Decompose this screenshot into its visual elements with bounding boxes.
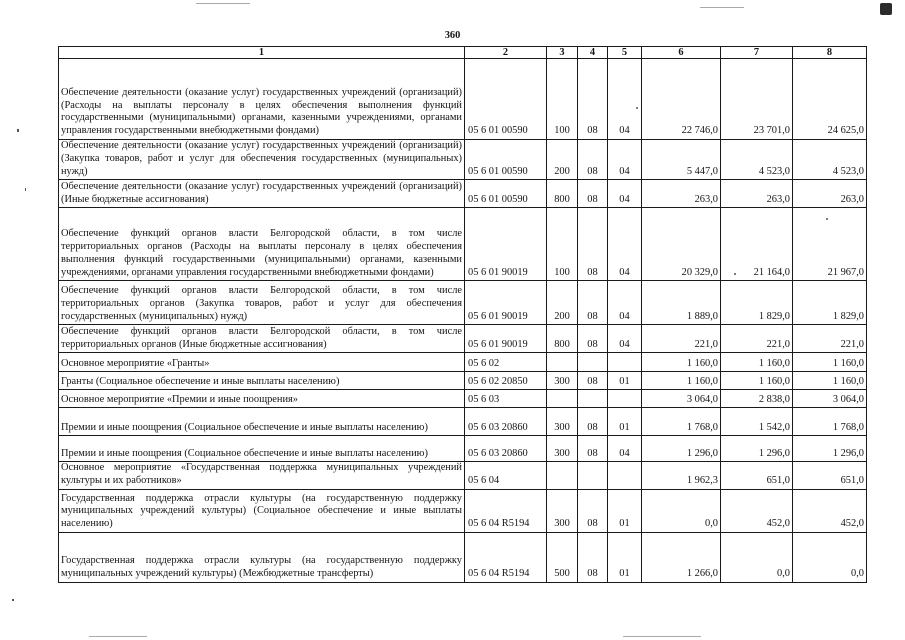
table-row	[59, 180, 867, 208]
cell-col-8: 4 523,0	[793, 140, 867, 180]
cell-col-7: 651,0	[721, 462, 793, 490]
cell-col-2: 05 6 01 90019	[465, 281, 547, 325]
cell-col-5	[608, 462, 642, 490]
cell-col-4	[578, 462, 608, 490]
table-row	[59, 462, 867, 490]
scan-speck-table-2	[826, 218, 828, 220]
header-cell-6: 6	[642, 47, 721, 59]
table-body	[59, 59, 867, 583]
cell-col-2: 05 6 04 R5194	[465, 489, 547, 532]
cell-col-7: 221,0	[721, 325, 793, 353]
cell-col-8: 24 625,0	[793, 59, 867, 140]
cell-col-4: 08	[578, 140, 608, 180]
cell-col-3: 100	[547, 59, 578, 140]
table-row	[59, 140, 867, 180]
cell-col-6: 1 889,0	[642, 281, 721, 325]
cell-col-8: 3 064,0	[793, 390, 867, 408]
table-row	[59, 325, 867, 353]
cell-col-1: Гранты (Социальное обеспечение и иные выплаты населению)	[59, 372, 465, 390]
cell-col-1: Государственная поддержка отрасли культуры (на государственную поддержку муниципальных учреждений культуры) (Социальное обеспечение и иные выплаты населению)	[59, 489, 465, 532]
cell-col-7: 452,0	[721, 489, 793, 532]
cell-col-2: 05 6 03	[465, 390, 547, 408]
cell-col-3: 100	[547, 208, 578, 281]
cell-col-5: 04	[608, 180, 642, 208]
cell-col-5	[608, 390, 642, 408]
scan-line-bottom-right	[623, 636, 701, 637]
cell-col-3	[547, 462, 578, 490]
cell-col-1: Обеспечение деятельности (оказание услуг) государственных учреждений (организаций) (Иные бюджетные ассигнования)	[59, 180, 465, 208]
cell-col-7: 21 164,0	[721, 208, 793, 281]
cell-col-7: 1 160,0	[721, 372, 793, 390]
cell-col-8: 263,0	[793, 180, 867, 208]
header-cell-5: 5	[608, 47, 642, 59]
cell-col-4: 08	[578, 208, 608, 281]
cell-col-5: 04	[608, 59, 642, 140]
cell-col-3: 300	[547, 408, 578, 436]
cell-col-4	[578, 353, 608, 372]
cell-col-3: 300	[547, 436, 578, 462]
cell-col-1: Обеспечение функций органов власти Белгородской области, в том числе территориальных органов (Расходы на выплаты персоналу в целях обеспечения выполнения функций государственными (муниципальными) органами, казенными учреждениями, органами управления государственными внебюджетными фондами)	[59, 208, 465, 281]
header-cell-7: 7	[721, 47, 793, 59]
cell-col-7: 2 838,0	[721, 390, 793, 408]
cell-col-5: 04	[608, 436, 642, 462]
header-cell-3: 3	[547, 47, 578, 59]
cell-col-5: 01	[608, 372, 642, 390]
cell-col-8: 452,0	[793, 489, 867, 532]
cell-col-3: 200	[547, 281, 578, 325]
cell-col-8: 1 160,0	[793, 353, 867, 372]
header-cell-2: 2	[465, 47, 547, 59]
cell-col-1: Государственная поддержка отрасли культуры (на государственную поддержку муниципальных учреждений культуры) (Межбюджетные трансферты)	[59, 532, 465, 582]
scan-speck-table-3	[734, 273, 736, 275]
cell-col-4: 08	[578, 281, 608, 325]
table-row	[59, 436, 867, 462]
scan-speck-left-1	[17, 129, 19, 132]
cell-col-7: 1 829,0	[721, 281, 793, 325]
cell-col-5: 01	[608, 532, 642, 582]
cell-col-5	[608, 353, 642, 372]
cell-col-2: 05 6 04 R5194	[465, 532, 547, 582]
cell-col-1: Обеспечение функций органов власти Белгородской области, в том числе территориальных органов (Закупка товаров, работ и услуг для обеспечения государственных (муниципальных) нужд)	[59, 281, 465, 325]
cell-col-2: 05 6 01 00590	[465, 59, 547, 140]
table-row	[59, 372, 867, 390]
cell-col-2: 05 6 02	[465, 353, 547, 372]
table-row	[59, 390, 867, 408]
cell-col-6: 1 160,0	[642, 353, 721, 372]
cell-col-5: 04	[608, 281, 642, 325]
cell-col-6: 1 266,0	[642, 532, 721, 582]
cell-col-4: 08	[578, 532, 608, 582]
cell-col-3: 300	[547, 489, 578, 532]
cell-col-8: 221,0	[793, 325, 867, 353]
cell-col-4: 08	[578, 436, 608, 462]
cell-col-4: 08	[578, 180, 608, 208]
cell-col-7: 0,0	[721, 532, 793, 582]
cell-col-5: 01	[608, 408, 642, 436]
cell-col-3	[547, 353, 578, 372]
scan-line-top-left	[196, 3, 250, 4]
cell-col-7: 1 160,0	[721, 353, 793, 372]
cell-col-2: 05 6 02 20850	[465, 372, 547, 390]
header-cell-8: 8	[793, 47, 867, 59]
scan-speck-table-1	[636, 107, 638, 109]
cell-col-4: 08	[578, 372, 608, 390]
budget-table	[58, 46, 867, 583]
cell-col-6: 20 329,0	[642, 208, 721, 281]
cell-col-8: 0,0	[793, 532, 867, 582]
cell-col-6: 1 160,0	[642, 372, 721, 390]
cell-col-6: 22 746,0	[642, 59, 721, 140]
cell-col-2: 05 6 01 90019	[465, 208, 547, 281]
cell-col-3: 800	[547, 180, 578, 208]
cell-col-1: Премии и иные поощрения (Социальное обеспечение и иные выплаты населению)	[59, 436, 465, 462]
cell-col-2: 05 6 01 00590	[465, 180, 547, 208]
table-row	[59, 59, 867, 140]
cell-col-6: 1 296,0	[642, 436, 721, 462]
cell-col-4: 08	[578, 489, 608, 532]
cell-col-7: 4 523,0	[721, 140, 793, 180]
cell-col-4: 08	[578, 408, 608, 436]
cell-col-1: Основное мероприятие «Премии и иные поощрения»	[59, 390, 465, 408]
page-number: 360	[444, 30, 461, 41]
cell-col-3: 200	[547, 140, 578, 180]
cell-col-6: 3 064,0	[642, 390, 721, 408]
cell-col-7: 23 701,0	[721, 59, 793, 140]
header-row	[59, 47, 867, 59]
cell-col-8: 1 296,0	[793, 436, 867, 462]
table-row	[59, 408, 867, 436]
header-cell-1: 1	[59, 47, 465, 59]
cell-col-6: 221,0	[642, 325, 721, 353]
cell-col-1: Премии и иные поощрения (Социальное обеспечение и иные выплаты населению)	[59, 408, 465, 436]
table-row	[59, 489, 867, 532]
cell-col-3	[547, 390, 578, 408]
cell-col-5: 04	[608, 208, 642, 281]
header-cell-4: 4	[578, 47, 608, 59]
cell-col-8: 651,0	[793, 462, 867, 490]
cell-col-5: 01	[608, 489, 642, 532]
scan-speck-left-3	[12, 599, 14, 601]
cell-col-8: 21 967,0	[793, 208, 867, 281]
cell-col-2: 05 6 03 20860	[465, 408, 547, 436]
cell-col-6: 0,0	[642, 489, 721, 532]
cell-col-2: 05 6 01 90019	[465, 325, 547, 353]
cell-col-7: 1 542,0	[721, 408, 793, 436]
cell-col-1: Основное мероприятие «Гранты»	[59, 353, 465, 372]
cell-col-3: 500	[547, 532, 578, 582]
cell-col-2: 05 6 04	[465, 462, 547, 490]
cell-col-4: 08	[578, 325, 608, 353]
table-row	[59, 208, 867, 281]
scan-line-bottom-left	[89, 636, 147, 637]
scan-blot-top-right	[880, 3, 892, 15]
cell-col-1: Основное мероприятие «Государственная поддержка муниципальных учреждений культуры и их работников»	[59, 462, 465, 490]
cell-col-7: 263,0	[721, 180, 793, 208]
cell-col-6: 1 768,0	[642, 408, 721, 436]
cell-col-1: Обеспечение деятельности (оказание услуг) государственных учреждений (организаций) (Расходы на выплаты персоналу в целях обеспечения выполнения функций государственными (муниципальными) органами, казенными учреждениями, органами управления государственными внебюджетными фондами)	[59, 59, 465, 140]
cell-col-4: 08	[578, 59, 608, 140]
table-row	[59, 281, 867, 325]
table-row	[59, 532, 867, 582]
cell-col-6: 1 962,3	[642, 462, 721, 490]
scan-line-top-right	[700, 7, 744, 8]
scan-speck-left-2	[25, 188, 26, 191]
cell-col-7: 1 296,0	[721, 436, 793, 462]
cell-col-4	[578, 390, 608, 408]
cell-col-1: Обеспечение функций органов власти Белгородской области, в том числе территориальных органов (Иные бюджетные ассигнования)	[59, 325, 465, 353]
table-row	[59, 353, 867, 372]
cell-col-3: 300	[547, 372, 578, 390]
cell-col-6: 263,0	[642, 180, 721, 208]
cell-col-8: 1 768,0	[793, 408, 867, 436]
cell-col-6: 5 447,0	[642, 140, 721, 180]
cell-col-5: 04	[608, 140, 642, 180]
cell-col-5: 04	[608, 325, 642, 353]
cell-col-2: 05 6 03 20860	[465, 436, 547, 462]
cell-col-1: Обеспечение деятельности (оказание услуг) государственных учреждений (организаций) (Закупка товаров, работ и услуг для обеспечения государственных (муниципальных) нужд)	[59, 140, 465, 180]
cell-col-3: 800	[547, 325, 578, 353]
cell-col-8: 1 829,0	[793, 281, 867, 325]
cell-col-2: 05 6 01 00590	[465, 140, 547, 180]
cell-col-8: 1 160,0	[793, 372, 867, 390]
